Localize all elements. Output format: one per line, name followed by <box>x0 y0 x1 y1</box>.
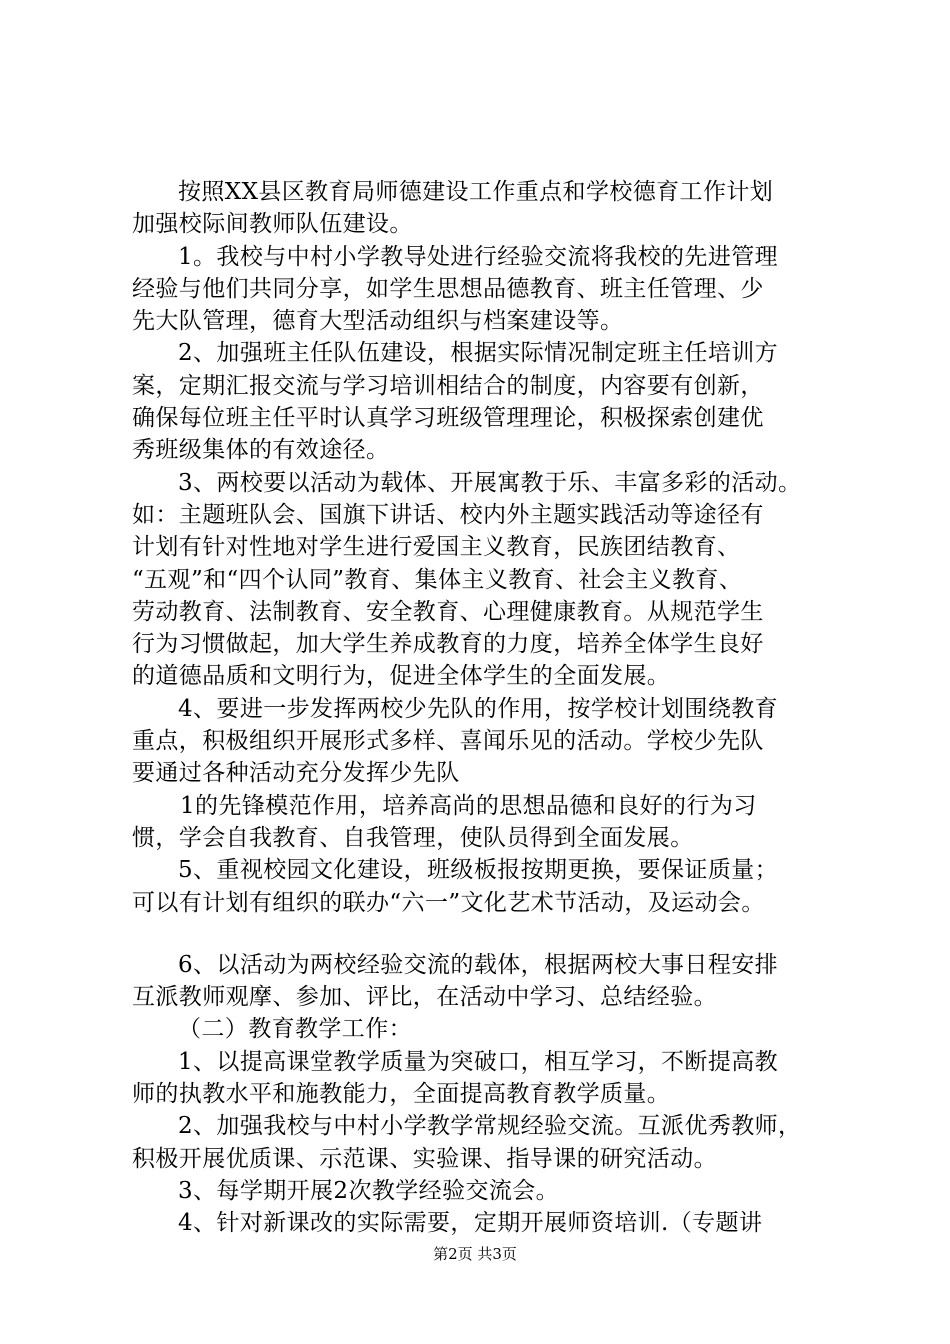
text-line: 1的先锋模范作用，培养高尚的思想品德和良好的行为习 <box>180 792 757 819</box>
text-line: 可以有计划有组织的联办“六一”文化艺术节活动，及运动会。 <box>132 889 765 916</box>
text-line: 6、以活动为两校经验交流的载体，根据两校大事日程安排 <box>178 951 779 978</box>
text-line: 秀班级集体的有效途径。 <box>132 437 390 464</box>
text-line: 计划有针对性地对学生进行爱国主义教育，民族团结教育、 <box>132 534 741 561</box>
paragraph-gap <box>132 919 844 949</box>
text-line: 4、针对新课改的实际需要，定期开展师资培训.（专题讲 <box>178 1210 763 1237</box>
document-body <box>132 176 844 1240</box>
text-line: 确保每位班主任平时认真学习班级管理理论，积极探索创建优 <box>132 405 764 432</box>
text-line: 惯，学会自我教育、自我管理，使队员得到全面发展。 <box>132 824 694 851</box>
text-line: 的道德品质和文明行为，促进全体学生的全面发展。 <box>132 663 671 690</box>
text-line: 劳动教育、法制教育、安全教育、心理健康教育。从规范学生 <box>132 598 764 625</box>
text-line: 积极开展优质课、示范课、实验课、指导课的研究活动。 <box>132 1145 717 1172</box>
text-line: 师的执教水平和施教能力，全面提高教育教学质量。 <box>132 1081 671 1108</box>
text-line: 要通过各种活动充分发挥少先队 <box>132 760 460 787</box>
page-footer: 第2页 共3页 <box>433 1245 517 1263</box>
text-line: 1、以提高课堂教学质量为突破口，相互学习，不断提高教 <box>178 1048 779 1075</box>
text-line: 3、两校要以活动为载体、开展寓教于乐、丰富多彩的活动。 <box>178 469 802 496</box>
text-line: 如：主题班队会、国旗下讲话、校内外主题实践活动等途径有 <box>132 501 764 528</box>
text-line: 2、加强班主任队伍建设，根据实际情况制定班主任培训方 <box>178 340 779 367</box>
section-heading: （二）教育教学工作： <box>178 1016 412 1043</box>
text-line: “五观”和“四个认同”教育、集体主义教育、社会主义教育、 <box>132 566 743 593</box>
text-line: 按照XX县区教育局师德建设工作重点和学校德育工作计划 <box>178 179 774 205</box>
text-line: 加强校际间教师队伍建设。 <box>132 211 413 238</box>
text-line: 5、重视校园文化建设，班级板报按期更换，要保证质量； <box>178 857 779 884</box>
text-line: 互派教师观摩、参加、评比，在活动中学习、总结经验。 <box>132 984 717 1011</box>
text-line: 经验与他们共同分享，如学生思想品德教育、班主任管理、少 <box>132 275 764 302</box>
text-line: 案，定期汇报交流与学习培训相结合的制度，内容要有创新， <box>132 372 764 399</box>
text-line: 行为习惯做起，加大学生养成教育的力度，培养全体学生良好 <box>132 631 764 658</box>
text-line: 1。我校与中村小学教导处进行经验交流将我校的先进管理 <box>178 243 779 270</box>
text-line: 先大队管理，德育大型活动组织与档案建设等。 <box>132 308 624 335</box>
text-line: 3、每学期开展2次教学经验交流会。 <box>178 1177 560 1204</box>
text-line: 重点，积极组织开展形式多样、喜闻乐见的活动。学校少先队 <box>132 728 764 755</box>
text-line: 4、要进一步发挥两校少先队的作用，按学校计划围绕教育 <box>178 695 779 722</box>
text-line: 2、加强我校与中村小学教学常规经验交流。互派优秀教师， <box>178 1113 802 1140</box>
